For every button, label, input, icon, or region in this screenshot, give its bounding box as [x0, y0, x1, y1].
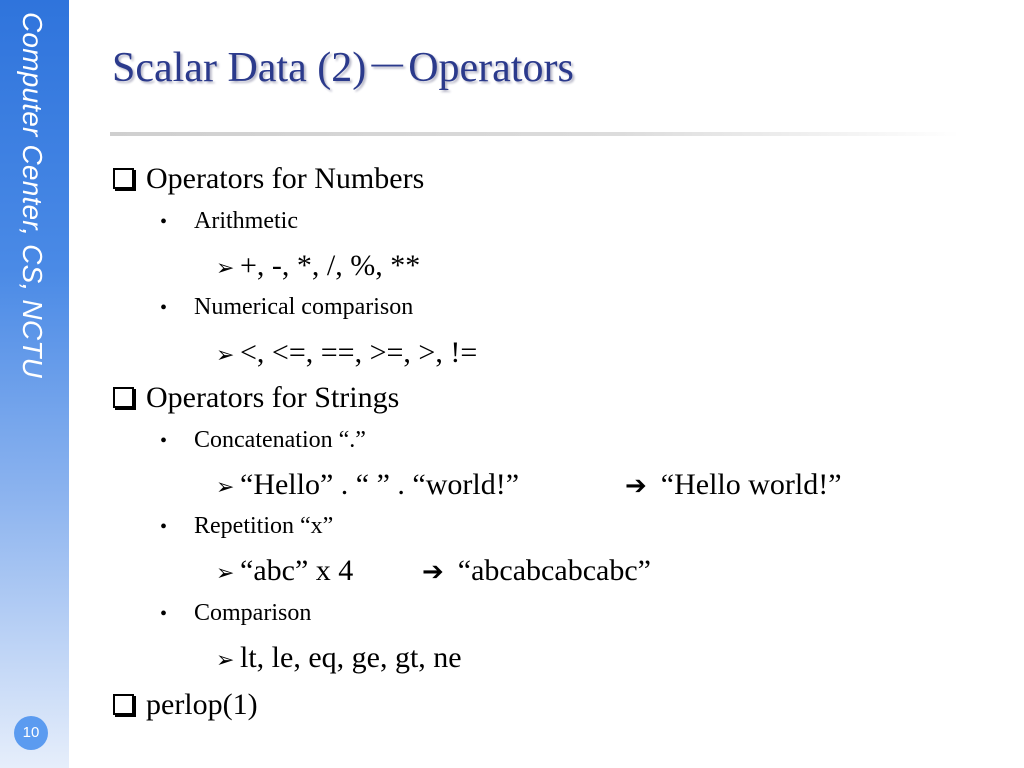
list-item-numcmp-ops — [216, 336, 477, 370]
list-item-arith-ops — [216, 249, 420, 283]
concat-result: “Hello world!” — [660, 468, 842, 501]
numbers-heading: Operators for Numbers — [146, 162, 425, 195]
string-comparison-operators: lt, le, eq, ge, gt, ne — [240, 641, 462, 674]
concat-expression: “Hello” . “ ” . “world!” — [240, 468, 520, 501]
list-item-repetition — [160, 513, 333, 540]
list-item-strings — [113, 381, 399, 415]
numerical-comparison-operators: <, <=, ==, >=, >, != — [240, 336, 478, 369]
list-item-rep-example — [216, 554, 353, 588]
page-number-badge: 10 — [14, 716, 48, 750]
concat-result-row — [625, 468, 842, 502]
arrowhead-bullet-icon: ➢ — [216, 560, 235, 585]
arrowhead-bullet-icon: ➢ — [216, 255, 235, 280]
list-item-perlop — [113, 688, 258, 722]
numerical-comparison-label: Numerical comparison — [194, 294, 414, 320]
bullet-dot-icon: • — [160, 211, 168, 233]
right-arrow-icon: ➔ — [625, 471, 647, 501]
slide-title: Scalar Data (2)－Operators — [112, 45, 574, 91]
right-arrow-icon: ➔ — [422, 557, 444, 587]
bullet-dot-icon: • — [160, 297, 168, 319]
perlop-reference: perlop(1) — [146, 688, 258, 721]
list-item-comparison — [160, 600, 311, 627]
arithmetic-label: Arithmetic — [194, 208, 298, 234]
list-item-cmp-ops — [216, 641, 462, 675]
bullet-dot-icon: • — [160, 516, 168, 538]
concatenation-label: Concatenation “.” — [194, 427, 366, 453]
rep-result-row — [422, 554, 651, 588]
list-item-numcmp — [160, 294, 413, 321]
sidebar — [0, 0, 69, 768]
arrowhead-bullet-icon: ➢ — [216, 647, 235, 672]
list-item-concatenation — [160, 427, 366, 454]
repetition-label: Repetition “x” — [194, 513, 334, 539]
checkbox-bullet-icon — [113, 168, 134, 189]
repetition-expression: “abc” x 4 — [240, 554, 354, 587]
checkbox-bullet-icon — [113, 387, 134, 408]
arrowhead-bullet-icon: ➢ — [216, 342, 235, 367]
arrowhead-bullet-icon: ➢ — [216, 474, 235, 499]
sidebar-label: Computer Center, CS, NCTU — [17, 12, 48, 378]
list-item-concat-example — [216, 468, 519, 502]
comparison-label: Comparison — [194, 600, 312, 626]
checkbox-bullet-icon — [113, 694, 134, 715]
arithmetic-operators: +, -, *, /, %, ** — [240, 249, 421, 282]
list-item-arithmetic — [160, 208, 298, 235]
bullet-dot-icon: • — [160, 430, 168, 452]
list-item-numbers — [113, 162, 424, 196]
title-divider — [110, 132, 960, 136]
repetition-result: “abcabcabcabc” — [457, 554, 651, 587]
bullet-dot-icon: • — [160, 603, 168, 625]
strings-heading: Operators for Strings — [146, 381, 400, 414]
